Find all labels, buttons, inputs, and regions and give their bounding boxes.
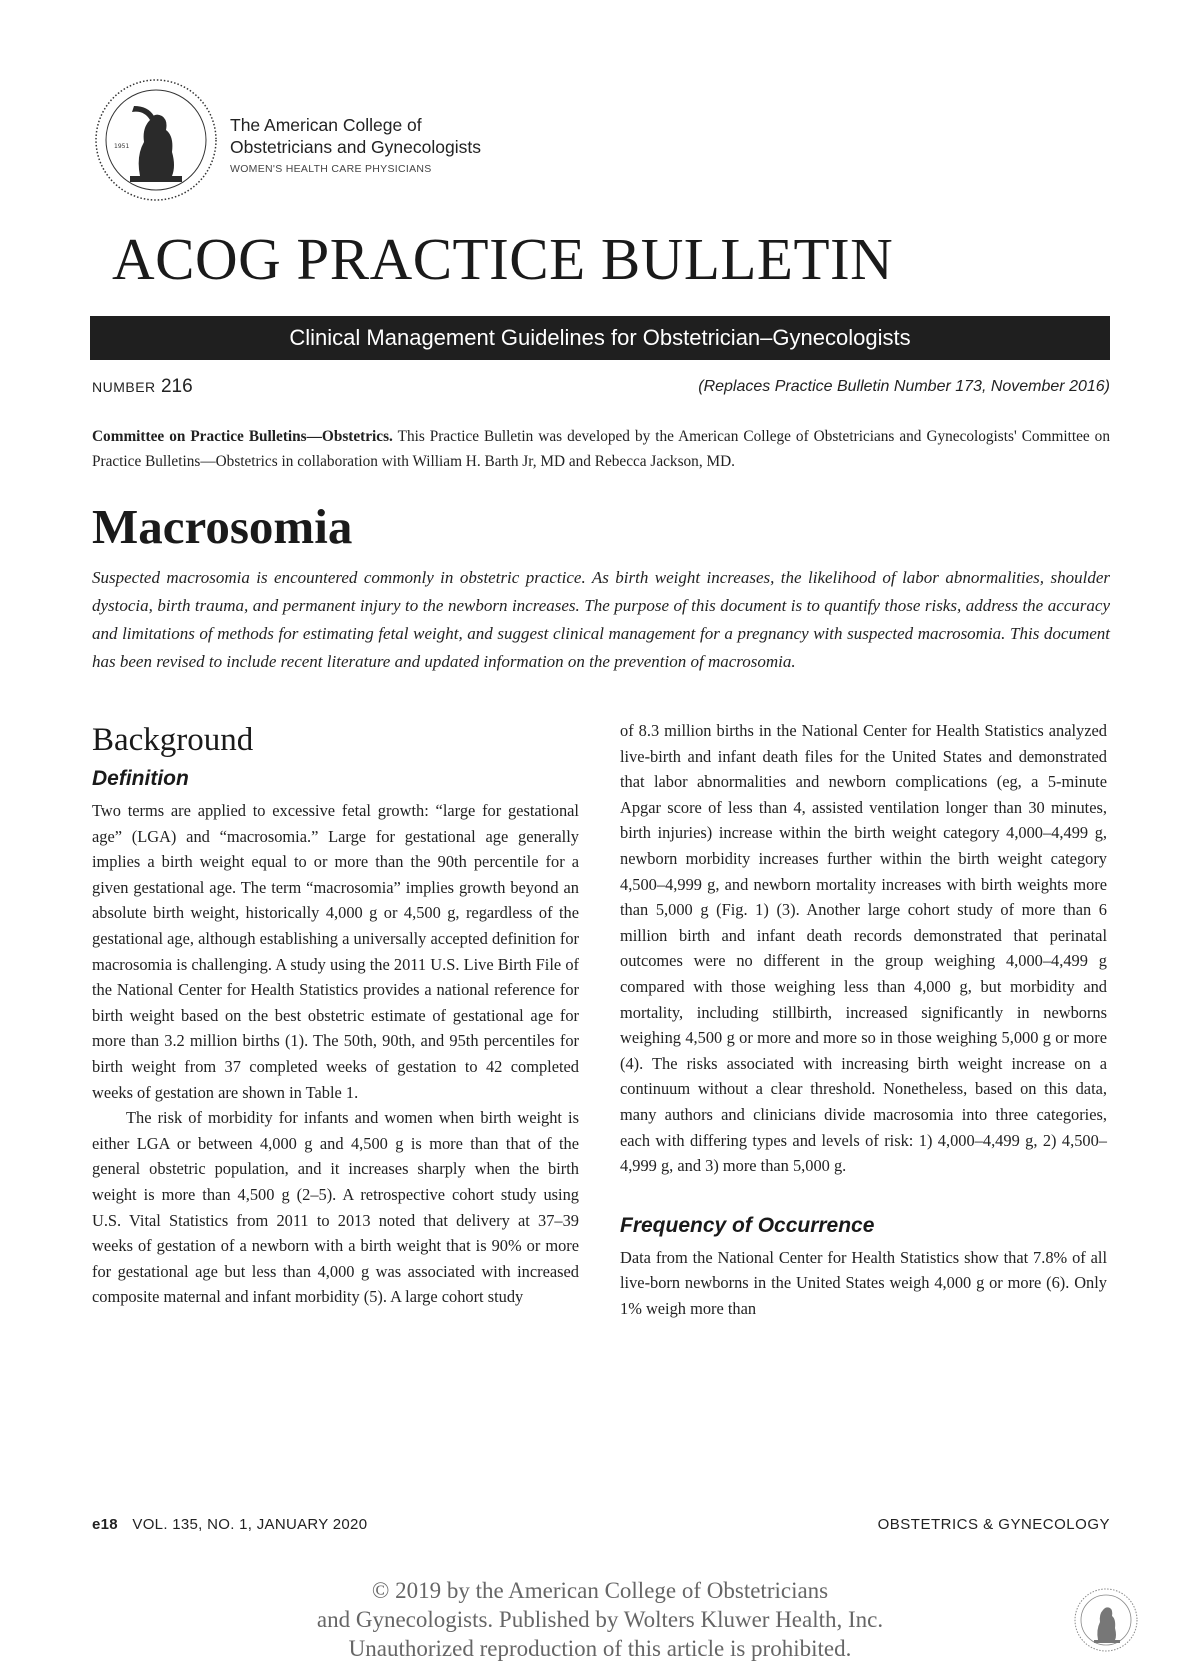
definition-heading: Definition — [92, 767, 189, 790]
left-column — [92, 720, 579, 1310]
committee-lead: Committee on Practice Bulletins—Obstetrics. — [92, 428, 393, 445]
bulletin-title: ACOG PRACTICE BULLETIN — [112, 226, 894, 292]
college-name-line1: The American College of — [230, 115, 422, 135]
page-id: e18 — [92, 1516, 118, 1533]
committee-note — [92, 424, 1110, 474]
subtitle-text: Clinical Management Guidelines for Obstetrician–Gynecologists — [289, 325, 911, 350]
copyright-notice — [0, 1576, 1200, 1663]
footer-issue — [92, 1516, 367, 1533]
bulletin-number — [92, 376, 193, 398]
abstract: Suspected macrosomia is encountered commonly in obstetric practice. As birth weight increases, the likelihood of labor abnormalities, shoulder dystocia, birth trauma, and permanent injury to the newborn increases. The purpose of this document is to quantify those risks, address the accuracy and limitations of methods for estimating fetal weight, and suggest clinical management for a pregnancy with suspected macrosomia. This document has been revised to include recent literature and updated information on the prevention of macrosomia. — [92, 568, 1110, 671]
college-name-line2: Obstetricians and Gynecologists — [230, 137, 481, 157]
body-paragraph: Two terms are applied to excessive fetal growth: “large for gestational age” (LGA) and “macrosomia.” Large for gestational age generally implies a birth weight equal to or more than the 90th percentile for a given gestational age. The term “macrosomia” implies growth beyond an absolute birth weight, historically 4,000 g or 4,500 g, regardless of the gestational age, although establishing a universally accepted definition for macrosomia is challenging. A study using the 2011 U.S. Live Birth File of the National Center for Health Statistics provides a national reference for birth weight based on the best obstetric estimate of gestational age for more than 3.2 million births (1). The 50th, 90th, and 95th percentiles for birth weight from 37 completed weeks of gestation to 42 completed weeks of gestation are shown in Table 1. — [92, 801, 579, 1102]
copyright-line3: Unauthorized reproduction of this article is prohibited. — [348, 1636, 852, 1661]
replaces-note: (Replaces Practice Bulletin Number 173, November 2016) — [698, 378, 1110, 395]
copyright-line2: and Gynecologists. Published by Wolters Kluwer Health, Inc. — [316, 1607, 884, 1632]
frequency-heading: Frequency of Occurrence — [620, 1213, 875, 1237]
subtitle-bar — [90, 316, 1110, 360]
article-title: Macrosomia — [92, 499, 353, 554]
acog-seal-logo — [92, 76, 220, 204]
body-paragraph: The risk of morbidity for infants and women when birth weight is either LGA or between 4,000 g and 4,500 g is more than that of the general obstetric population, and it increases sharply when the birth weight is more than 4,500 g (2–5). A retrospective cohort study using U.S. Vital Statistics from 2011 to 2013 noted that delivery at 37–39 weeks of gestation of a newborn with a birth weight that is 90% or more for gestational age but less than 4,000 g was associated with increased composite maternal and infant morbidity (5). A large cohort study — [92, 1108, 579, 1307]
footer-journal: OBSTETRICS & GYNECOLOGY — [877, 1516, 1110, 1533]
number-label: NUMBER — [92, 379, 156, 395]
issue-info: VOL. 135, NO. 1, JANUARY 2020 — [132, 1516, 368, 1533]
background-heading: Background — [92, 722, 254, 758]
body-paragraph: Data from the National Center for Health Statistics show that 7.8% of all live-born newborns in the United States weigh 4,000 g or more (6). Only 1% weigh more than — [620, 1247, 1107, 1318]
body-paragraph: of 8.3 million births in the National Center for Health Statistics analyzed live-birth and infant death files for the United States and demonstrated that labor abnormalities and newborn complications (eg, a 5-minute Apgar score of less than 4, assisted ventilation longer than 30 minutes, birth injuries) increase within the birth weight category 4,000–4,499 g, newborn morbidity increases further within the birth weight category 4,500–4,999 g, and newborn mortality increases with birth weights more than 5,000 g (Fig. 1) (3). Another large cohort study of more than 6 million birth and infant death records demonstrated that perinatal outcomes were no different in the group weighing 4,000–4,499 g compared with those weighing less than 4,000 g, but morbidity and mortality, including stillbirth, increased significantly in newborns weighing 4,500 g or more and more so in those weighing 5,000 g or more (4). The risks associated with increasing birth weight increase on a continuum without a clear threshold. Nonetheless, based on this data, many authors and clinicians divide macrosomia into three categories, each with differing types and levels of risk: 1) 4,000–4,499 g, 2) 4,500–4,999 g, and 3) more than 5,000 g. — [620, 721, 1107, 1176]
number-value: 216 — [160, 376, 193, 397]
college-tagline: WOMEN'S HEALTH CARE PHYSICIANS — [230, 163, 432, 175]
copyright-line1: © 2019 by the American College of Obstetricians — [371, 1578, 829, 1603]
footer-seal-icon — [1072, 1586, 1140, 1654]
committee-text: This Practice Bulletin was developed by the American College of Obstetricians and Gynecologists' Committee on Practice Bulletins—Obstetrics in collaboration with William H. Barth Jr, MD and Rebecca Jackson, MD. — [92, 428, 1110, 470]
svg-text:1951: 1951 — [114, 143, 130, 150]
right-column — [620, 718, 1107, 1321]
college-name — [230, 114, 481, 158]
